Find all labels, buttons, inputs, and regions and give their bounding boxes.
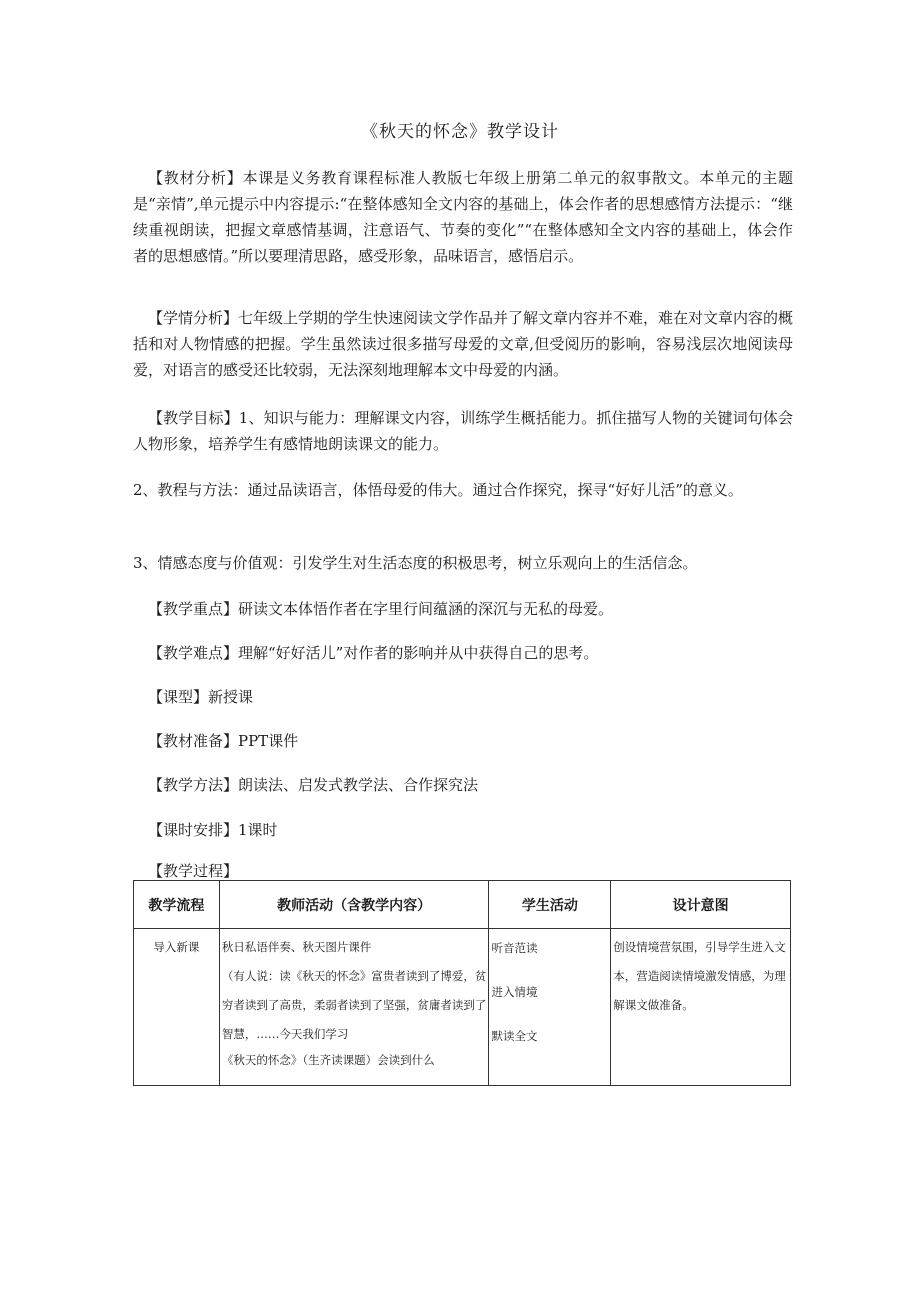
teacher-line: （有人说：读《秋天的怀念》富贵者读到了博爱，贫穷者读到了高贵，柔弱者读到了坚强，贫庸者读到了智慧，……今天我们学习 xyxy=(221,969,487,1041)
step-text: 导入新课 xyxy=(153,940,200,954)
paragraph-jiaoxue-mubiao: 【教学目标】1、知识与能力：理解课文内容，训练学生概括能力。抓住描写人物的关键词句体会人物形象，培养学生有感情地朗读课文的能力。 xyxy=(133,409,793,453)
header-student-activity: 学生活动 xyxy=(489,881,611,929)
paragraph-nandian: 【教学难点】理解“好好活儿”对作者的影响并从中获得自己的思考。 xyxy=(148,644,599,662)
paragraph-fangfa: 【教学方法】朗读法、启发式教学法、合作探究法 xyxy=(148,776,479,794)
page-title: 《秋天的怀念》教学设计 xyxy=(361,122,559,142)
student-line: 默读全文 xyxy=(491,1029,538,1043)
cell-student-activity xyxy=(489,929,611,1086)
header-teacher-activity: 教师活动（含教学内容） xyxy=(219,881,489,929)
cell-teacher-activity xyxy=(219,929,489,1086)
paragraph-guocheng: 【教学过程】 xyxy=(148,862,239,880)
paragraph-keshi: 【课时安排】1课时 xyxy=(148,821,278,839)
paragraph-xueqing-fenxi: 【学情分析】七年级上学期的学生快速阅读文学作品并了解文章内容并不难，难在对文章内容的概括和对人物情感的把握。学生虽然读过很多描写母爱的文章,但受阅历的影响，容易浅层次地阅读母爱，对语言的感受还比较弱，无法深刻地理解本文中母爱的内涵。 xyxy=(133,309,794,379)
cell-step xyxy=(134,929,220,1086)
table-header-row xyxy=(134,881,791,929)
teaching-process-table xyxy=(133,880,791,1086)
teacher-line: 《秋天的怀念》（生齐读课题）会读到什么 xyxy=(221,1053,435,1067)
header-step: 教学流程 xyxy=(134,881,220,929)
paragraph-jiaocai-fenxi: 【教材分析】本课是义务教育课程标准人教版七年级上册第二单元的叙事散文。本单元的主题是“亲情”,单元提示中内容提示:“在整体感知全文内容的基础上，体会作者的思想感情方法提示：“继续重视朗读，把握文章感情基调，注意语气、节奏的变化”“在整体感知全文内容的基础上，体会作者的思想感情。”所以要理清思路，感受形象，品味语言，感悟启示。 xyxy=(133,169,793,265)
intent-text: 创设情境营氛围，引导学生进入文本，营造阅读情境激发情感，为理解课文做准备。 xyxy=(613,940,786,1012)
cell-design-intent xyxy=(611,929,791,1086)
paragraph-kexing: 【课型】新授课 xyxy=(148,688,254,706)
table-row xyxy=(134,929,791,1086)
student-line: 进入情境 xyxy=(491,985,538,999)
paragraph-zhongdian: 【教学重点】研读文本体悟作者在字里行间蕴涵的深沉与无私的母爱。 xyxy=(148,600,614,618)
student-line: 听音范读 xyxy=(491,941,538,955)
teacher-line: 秋日私语伴奏、秋天图片课件 xyxy=(221,940,372,954)
header-design-intent: 设计意图 xyxy=(611,881,791,929)
paragraph-mubiao-3: 3、情感态度与价值观：引发学生对生活态度的积极思考，树立乐观向上的生活信念。 xyxy=(133,554,698,572)
paragraph-zhunbei: 【教材准备】PPT课件 xyxy=(148,732,299,750)
paragraph-mubiao-2: 2、教程与方法：通过品读语言，体悟母爱的伟大。通过合作探究，探寻“好好儿活”的意义。 xyxy=(133,481,743,499)
